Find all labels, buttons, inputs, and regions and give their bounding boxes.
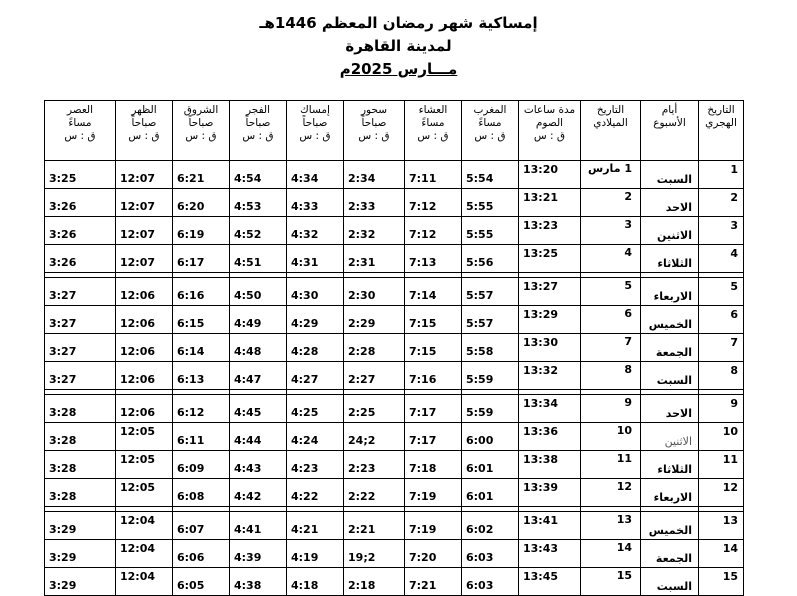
asr-time-cell: 3:28 (45, 395, 116, 423)
dhuhr-time-cell: 12:05 (116, 451, 173, 479)
fast-time-cell: 13:39 (519, 479, 581, 507)
asr-time-cell: 3:27 (45, 278, 116, 306)
isha-time-cell: 7:14 (405, 278, 462, 306)
fast-time-cell: 13:29 (519, 306, 581, 334)
fajr-time-cell: 4:44 (230, 423, 287, 451)
gregorian-date-cell: 3 (581, 217, 641, 245)
hijri-date-cell: 9 (699, 395, 744, 423)
header-text: التاريخ (596, 104, 625, 116)
gregorian-date-cell: 13 (581, 512, 641, 540)
fast-time-cell: 13:27 (519, 278, 581, 306)
asr-time-cell: 3:29 (45, 568, 116, 596)
column-header-suhoor (344, 101, 405, 161)
hijri-date-cell: 15 (699, 568, 744, 596)
header-text: الميلادي (593, 117, 628, 129)
column-header-fajr (230, 101, 287, 161)
maghrib-time-cell: 5:56 (462, 245, 519, 273)
dhuhr-time-cell: 12:06 (116, 306, 173, 334)
imsak-time-cell: 4:22 (287, 479, 344, 507)
shurooq-time-cell: 6:19 (173, 217, 230, 245)
table-row (45, 334, 744, 362)
weekday-cell: الاثنين (641, 423, 699, 451)
weekday-cell: الاحد (641, 189, 699, 217)
shurooq-time-cell: 6:17 (173, 245, 230, 273)
shurooq-time-cell: 6:15 (173, 306, 230, 334)
header-text: مساءً (68, 117, 92, 129)
header-text: الصوم (535, 117, 564, 129)
maghrib-time-cell: 5:54 (462, 161, 519, 189)
gregorian-date-cell: 2 (581, 189, 641, 217)
fast-time-cell: 13:30 (519, 334, 581, 362)
gregorian-date-cell: 8 (581, 362, 641, 390)
table-row (45, 245, 744, 273)
header-text: ق : س (128, 130, 160, 142)
hijri-date-cell: 10 (699, 423, 744, 451)
fast-time-cell: 13:38 (519, 451, 581, 479)
hijri-date-cell: 2 (699, 189, 744, 217)
table-row (45, 278, 744, 306)
hijri-date-cell: 3 (699, 217, 744, 245)
maghrib-time-cell: 6:02 (462, 512, 519, 540)
suhoor-time-cell: 2;24 (344, 423, 405, 451)
dhuhr-time-cell: 12:04 (116, 568, 173, 596)
maghrib-time-cell: 5:59 (462, 395, 519, 423)
shurooq-time-cell: 6:12 (173, 395, 230, 423)
weekday-cell: الاثنين (641, 217, 699, 245)
isha-time-cell: 7:12 (405, 189, 462, 217)
gregorian-date-cell: 4 (581, 245, 641, 273)
weekday-cell: الجمعة (641, 334, 699, 362)
fast-time-cell: 13:45 (519, 568, 581, 596)
header-text: ق : س (417, 130, 449, 142)
city-subtitle: لمدينة القاهرة (345, 37, 452, 55)
suhoor-time-cell: 2:28 (344, 334, 405, 362)
isha-time-cell: 7:16 (405, 362, 462, 390)
hijri-date-cell: 5 (699, 278, 744, 306)
weekday-cell: الاحد (641, 395, 699, 423)
imsak-time-cell: 4:21 (287, 512, 344, 540)
fast-time-cell: 13:23 (519, 217, 581, 245)
hijri-date-cell: 4 (699, 245, 744, 273)
shurooq-time-cell: 6:13 (173, 362, 230, 390)
gregorian-date-cell: 5 (581, 278, 641, 306)
maghrib-time-cell: 5:55 (462, 189, 519, 217)
header-text: مساءً (421, 117, 445, 129)
column-header-dhuhr (116, 101, 173, 161)
hijri-date-cell: 12 (699, 479, 744, 507)
header-text: ق : س (64, 130, 96, 142)
header-text: التاريخ (707, 104, 735, 116)
asr-time-cell: 3:28 (45, 451, 116, 479)
table-row (45, 189, 744, 217)
imsak-time-cell: 4:25 (287, 395, 344, 423)
suhoor-time-cell: 2:33 (344, 189, 405, 217)
weekday-cell: الثلاثاء (641, 245, 699, 273)
fajr-time-cell: 4:41 (230, 512, 287, 540)
gregorian-date-cell: 1 مارس (581, 161, 641, 189)
dhuhr-time-cell: 12:06 (116, 278, 173, 306)
month-subtitle: مـــارس 2025م (339, 60, 458, 78)
fast-time-cell: 13:36 (519, 423, 581, 451)
asr-time-cell: 3:28 (45, 479, 116, 507)
maghrib-time-cell: 6:01 (462, 479, 519, 507)
hijri-date-cell: 1 (699, 161, 744, 189)
maghrib-time-cell: 5:58 (462, 334, 519, 362)
table-row (45, 451, 744, 479)
fast-time-cell: 13:20 (519, 161, 581, 189)
gregorian-date-cell: 10 (581, 423, 641, 451)
maghrib-time-cell: 5:57 (462, 278, 519, 306)
isha-time-cell: 7:13 (405, 245, 462, 273)
fajr-time-cell: 4:50 (230, 278, 287, 306)
suhoor-time-cell: 2:32 (344, 217, 405, 245)
fast-time-cell: 13:25 (519, 245, 581, 273)
suhoor-time-cell: 2:23 (344, 451, 405, 479)
isha-time-cell: 7:15 (405, 334, 462, 362)
fajr-time-cell: 4:45 (230, 395, 287, 423)
gregorian-date-cell: 12 (581, 479, 641, 507)
imsak-time-cell: 4:31 (287, 245, 344, 273)
weekday-cell: السبت (641, 568, 699, 596)
page-title: إمساكية شهر رمضان المعظم 1446هـ (259, 14, 538, 32)
shurooq-time-cell: 6:16 (173, 278, 230, 306)
dhuhr-time-cell: 12:07 (116, 161, 173, 189)
table-row (45, 423, 744, 451)
header-text: صباحاً (302, 117, 328, 129)
fajr-time-cell: 4:52 (230, 217, 287, 245)
weekday-cell: الاربعاء (641, 479, 699, 507)
dhuhr-time-cell: 12:04 (116, 540, 173, 568)
table-row (45, 540, 744, 568)
shurooq-time-cell: 6:20 (173, 189, 230, 217)
maghrib-time-cell: 6:03 (462, 568, 519, 596)
maghrib-time-cell: 6:03 (462, 540, 519, 568)
table-header-row (45, 101, 744, 161)
asr-time-cell: 3:28 (45, 423, 116, 451)
suhoor-time-cell: 2:31 (344, 245, 405, 273)
imsak-time-cell: 4:18 (287, 568, 344, 596)
header-text: ق : س (358, 130, 390, 142)
imsak-time-cell: 4:19 (287, 540, 344, 568)
fajr-time-cell: 4:54 (230, 161, 287, 189)
dhuhr-time-cell: 12:04 (116, 512, 173, 540)
table-body (45, 161, 744, 596)
weekday-cell: الخميس (641, 306, 699, 334)
shurooq-time-cell: 6:14 (173, 334, 230, 362)
weekday-cell: السبت (641, 362, 699, 390)
suhoor-time-cell: 2:18 (344, 568, 405, 596)
column-header-gregorian-date (581, 101, 641, 161)
fajr-time-cell: 4:51 (230, 245, 287, 273)
table-row (45, 362, 744, 390)
dhuhr-time-cell: 12:05 (116, 423, 173, 451)
header-text: العشاء (418, 104, 448, 116)
dhuhr-time-cell: 12:06 (116, 334, 173, 362)
gregorian-date-cell: 7 (581, 334, 641, 362)
isha-time-cell: 7:19 (405, 479, 462, 507)
shurooq-time-cell: 6:06 (173, 540, 230, 568)
gregorian-date-cell: 11 (581, 451, 641, 479)
column-header-asr (45, 101, 116, 161)
gregorian-date-cell: 6 (581, 306, 641, 334)
header-text: الفجر (246, 104, 270, 116)
fajr-time-cell: 4:48 (230, 334, 287, 362)
header-text: صباحاً (361, 117, 387, 129)
imsak-time-cell: 4:33 (287, 189, 344, 217)
column-header-maghrib (462, 101, 519, 161)
header-text: أيام (661, 104, 678, 116)
table-row (45, 306, 744, 334)
table-row (45, 217, 744, 245)
suhoor-time-cell: 2:34 (344, 161, 405, 189)
header-text: صباحاً (245, 117, 271, 129)
column-header-hijri-date (699, 101, 744, 161)
weekday-cell: الخميس (641, 512, 699, 540)
shurooq-time-cell: 6:08 (173, 479, 230, 507)
weekday-cell: الجمعة (641, 540, 699, 568)
fajr-time-cell: 4:43 (230, 451, 287, 479)
suhoor-time-cell: 2:29 (344, 306, 405, 334)
maghrib-time-cell: 5:55 (462, 217, 519, 245)
column-header-fasting-hours (519, 101, 581, 161)
fast-time-cell: 13:34 (519, 395, 581, 423)
maghrib-time-cell: 6:01 (462, 451, 519, 479)
suhoor-time-cell: 2:25 (344, 395, 405, 423)
header-text: مدة ساعات (523, 104, 576, 116)
imsak-time-cell: 4:34 (287, 161, 344, 189)
fast-time-cell: 13:21 (519, 189, 581, 217)
maghrib-time-cell: 6:00 (462, 423, 519, 451)
suhoor-time-cell: 2:21 (344, 512, 405, 540)
dhuhr-time-cell: 12:07 (116, 245, 173, 273)
imsak-time-cell: 4:29 (287, 306, 344, 334)
gregorian-date-cell: 9 (581, 395, 641, 423)
asr-time-cell: 3:27 (45, 362, 116, 390)
imsak-time-cell: 4:23 (287, 451, 344, 479)
header-text: الشروق (183, 104, 219, 116)
isha-time-cell: 7:17 (405, 395, 462, 423)
asr-time-cell: 3:26 (45, 189, 116, 217)
table-row (45, 395, 744, 423)
header-text: الأسبوع (653, 117, 686, 129)
weekday-cell: الثلاثاء (641, 451, 699, 479)
header-text: الظهر (131, 104, 157, 116)
isha-time-cell: 7:21 (405, 568, 462, 596)
fajr-time-cell: 4:38 (230, 568, 287, 596)
suhoor-time-cell: 2:27 (344, 362, 405, 390)
fajr-time-cell: 4:39 (230, 540, 287, 568)
isha-time-cell: 7:17 (405, 423, 462, 451)
suhoor-time-cell: 2:22 (344, 479, 405, 507)
dhuhr-time-cell: 12:05 (116, 479, 173, 507)
column-header-weekday (641, 101, 699, 161)
table-row (45, 512, 744, 540)
isha-time-cell: 7:11 (405, 161, 462, 189)
column-header-shurooq (173, 101, 230, 161)
fast-time-cell: 13:43 (519, 540, 581, 568)
hijri-date-cell: 13 (699, 512, 744, 540)
header-text: ق : س (185, 130, 217, 142)
imsak-time-cell: 4:24 (287, 423, 344, 451)
isha-time-cell: 7:18 (405, 451, 462, 479)
maghrib-time-cell: 5:57 (462, 306, 519, 334)
suhoor-time-cell: 2:30 (344, 278, 405, 306)
hijri-date-cell: 14 (699, 540, 744, 568)
fast-time-cell: 13:41 (519, 512, 581, 540)
header-text: ق : س (242, 130, 274, 142)
asr-time-cell: 3:29 (45, 512, 116, 540)
asr-time-cell: 3:27 (45, 306, 116, 334)
weekday-cell: السبت (641, 161, 699, 189)
header-text: المغرب (473, 104, 507, 116)
suhoor-time-cell: 2;19 (344, 540, 405, 568)
shurooq-time-cell: 6:07 (173, 512, 230, 540)
table-row (45, 161, 744, 189)
table-row (45, 479, 744, 507)
imsak-time-cell: 4:28 (287, 334, 344, 362)
asr-time-cell: 3:25 (45, 161, 116, 189)
header-text: سحور (360, 104, 388, 116)
dhuhr-time-cell: 12:06 (116, 362, 173, 390)
gregorian-date-cell: 15 (581, 568, 641, 596)
header-text: ق : س (474, 130, 506, 142)
imsak-time-cell: 4:27 (287, 362, 344, 390)
asr-time-cell: 3:27 (45, 334, 116, 362)
fajr-time-cell: 4:47 (230, 362, 287, 390)
table-row (45, 568, 744, 596)
dhuhr-time-cell: 12:07 (116, 217, 173, 245)
fajr-time-cell: 4:49 (230, 306, 287, 334)
imsak-time-cell: 4:32 (287, 217, 344, 245)
shurooq-time-cell: 6:11 (173, 423, 230, 451)
isha-time-cell: 7:20 (405, 540, 462, 568)
isha-time-cell: 7:15 (405, 306, 462, 334)
header-text: ق : س (533, 130, 566, 142)
header-text: العصر (66, 104, 94, 116)
header-text: الهجري (705, 117, 737, 129)
header-text: صباحاً (188, 117, 214, 129)
hijri-date-cell: 8 (699, 362, 744, 390)
shurooq-time-cell: 6:21 (173, 161, 230, 189)
column-header-isha (405, 101, 462, 161)
fajr-time-cell: 4:53 (230, 189, 287, 217)
shurooq-time-cell: 6:05 (173, 568, 230, 596)
dhuhr-time-cell: 12:06 (116, 395, 173, 423)
imsakiya-table (44, 100, 744, 596)
shurooq-time-cell: 6:09 (173, 451, 230, 479)
hijri-date-cell: 7 (699, 334, 744, 362)
header-text: صباحاً (131, 117, 157, 129)
header-text: إمساك (300, 104, 330, 116)
fast-time-cell: 13:32 (519, 362, 581, 390)
maghrib-time-cell: 5:59 (462, 362, 519, 390)
asr-time-cell: 3:26 (45, 217, 116, 245)
imsak-time-cell: 4:30 (287, 278, 344, 306)
isha-time-cell: 7:12 (405, 217, 462, 245)
header-text: ق : س (299, 130, 331, 142)
hijri-date-cell: 6 (699, 306, 744, 334)
dhuhr-time-cell: 12:07 (116, 189, 173, 217)
fajr-time-cell: 4:42 (230, 479, 287, 507)
header-text: مساءً (478, 117, 502, 129)
isha-time-cell: 7:19 (405, 512, 462, 540)
asr-time-cell: 3:26 (45, 245, 116, 273)
asr-time-cell: 3:29 (45, 540, 116, 568)
column-header-imsak (287, 101, 344, 161)
hijri-date-cell: 11 (699, 451, 744, 479)
weekday-cell: الاربعاء (641, 278, 699, 306)
gregorian-date-cell: 14 (581, 540, 641, 568)
